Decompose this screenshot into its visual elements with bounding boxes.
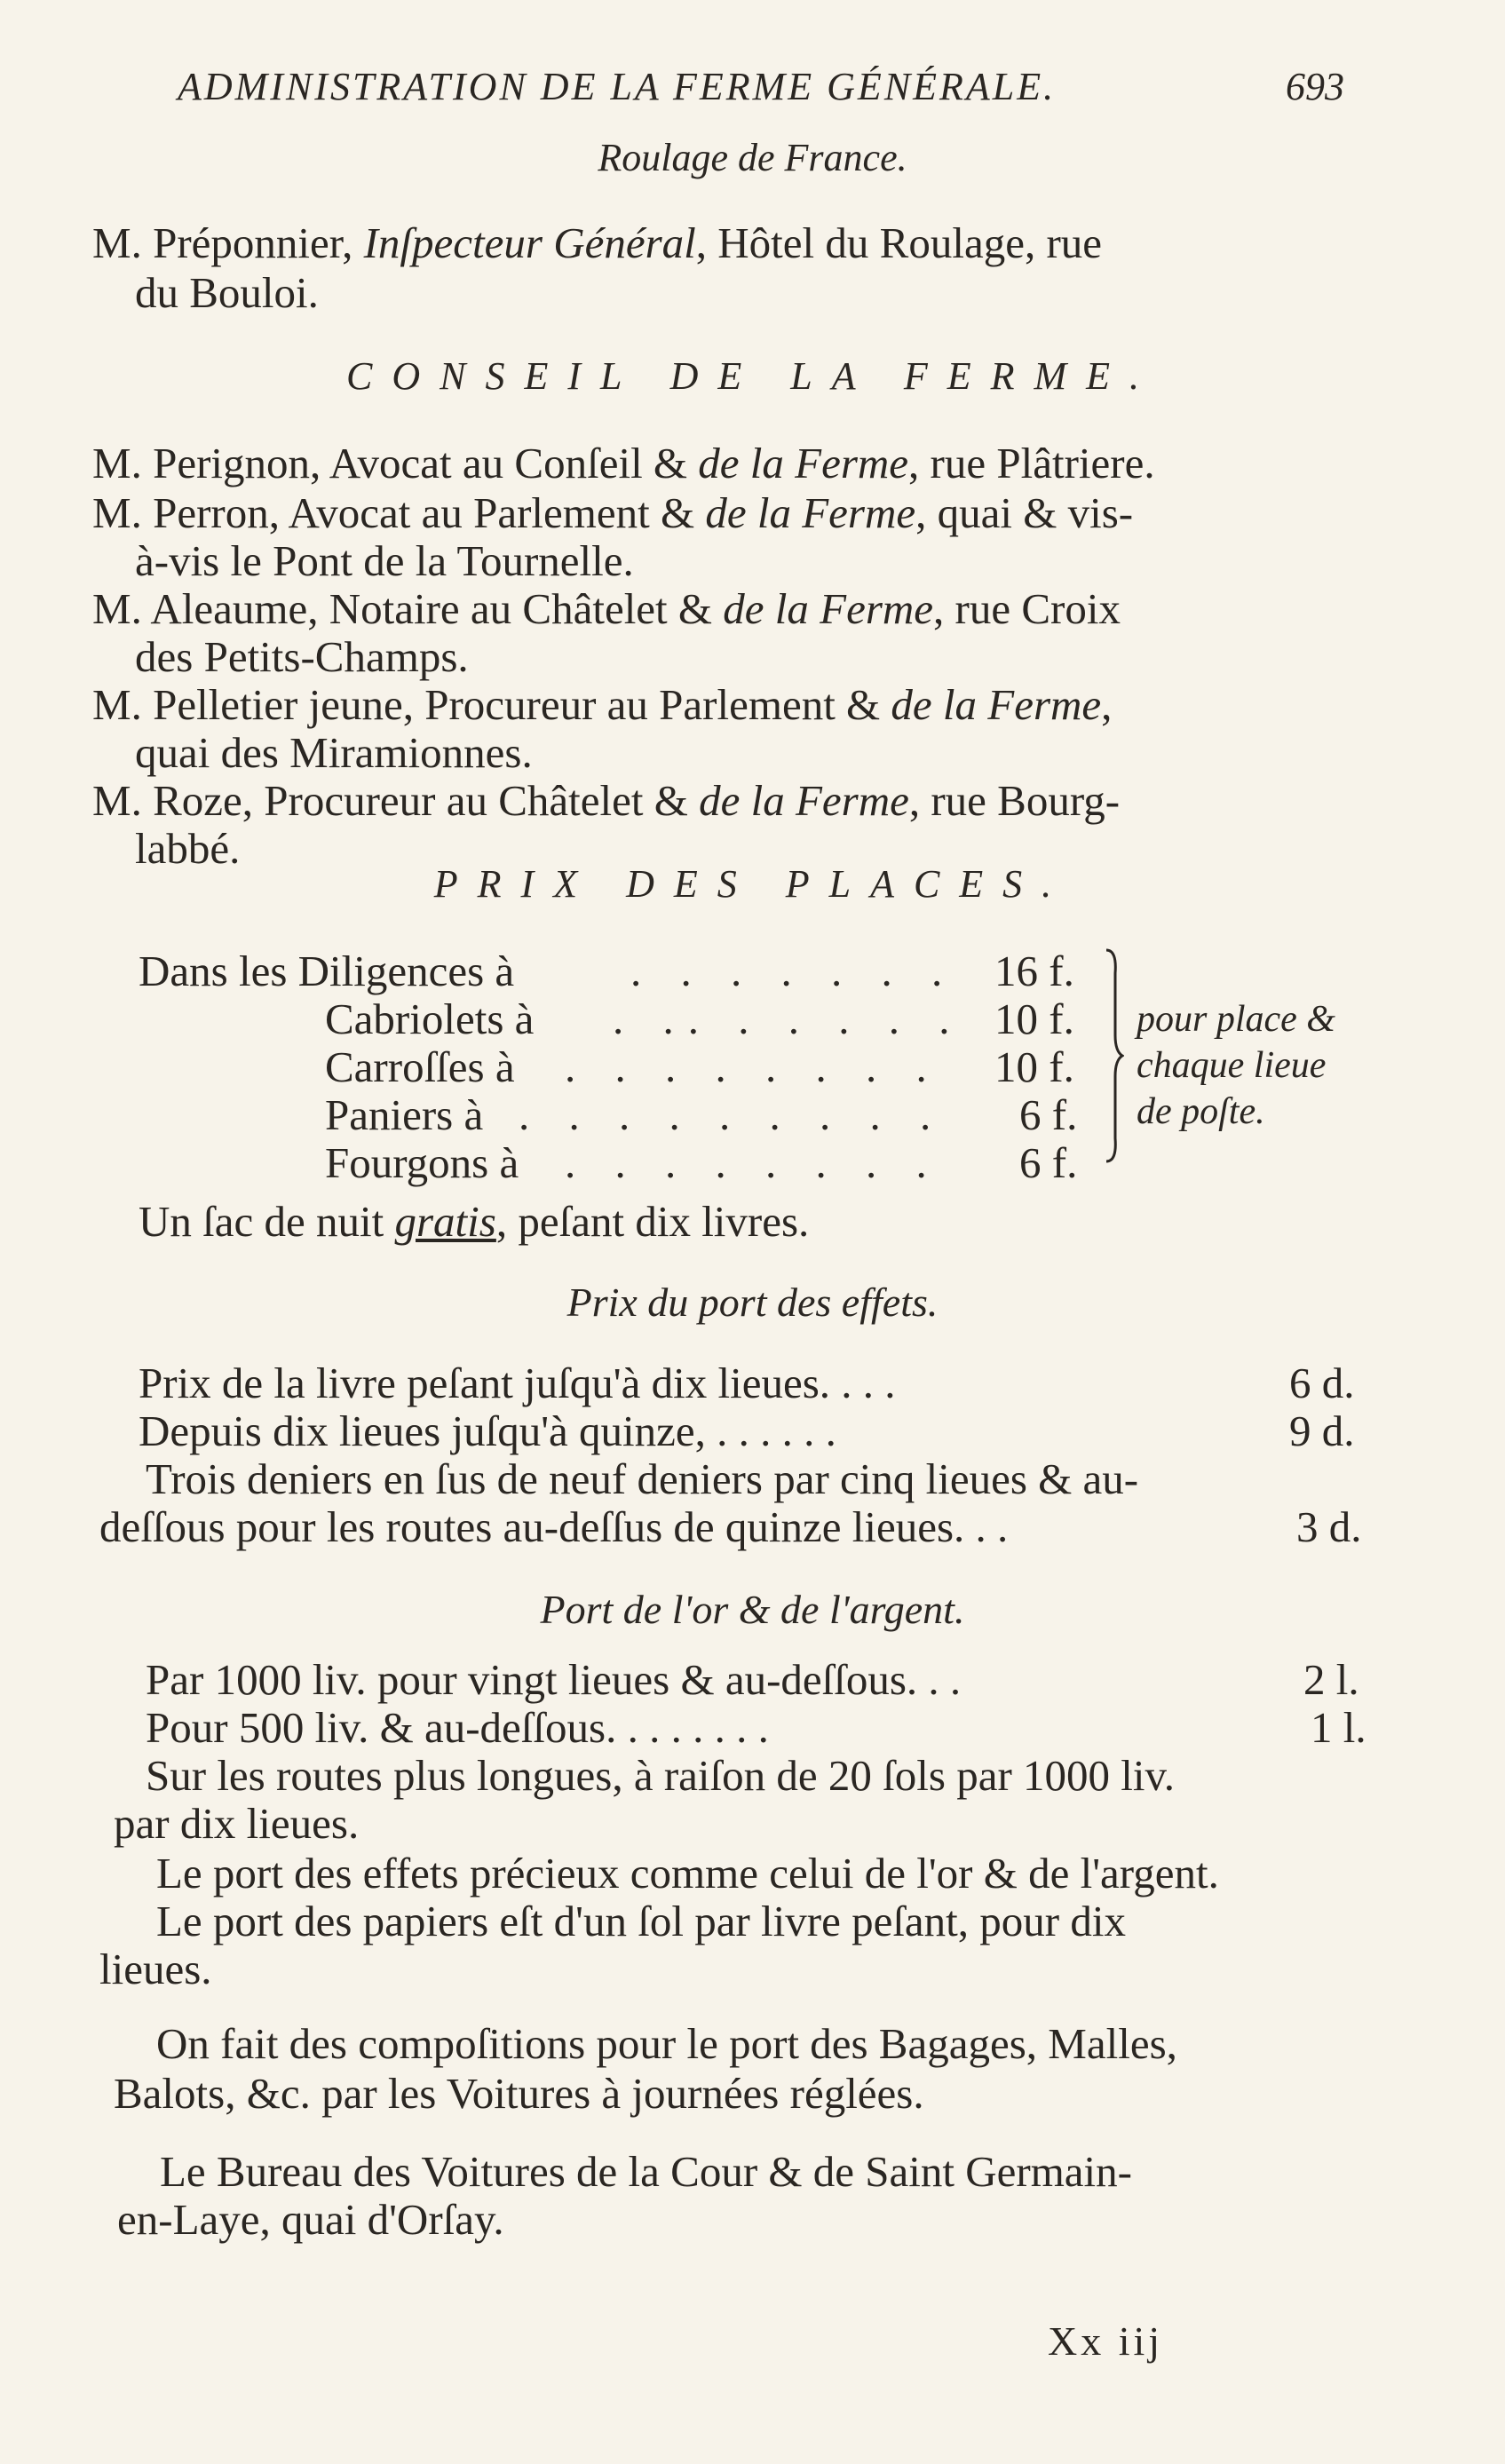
- conseil-entry: [92, 774, 1120, 828]
- inspector-entry-line1: [92, 217, 1102, 270]
- conseil-entry-cont: des Petits-Champs.: [135, 632, 469, 681]
- conseil-entry: [92, 582, 1121, 636]
- inspector-role: Inſpecteur Général: [363, 218, 696, 267]
- fare-row-label: Fourgons à: [325, 1138, 519, 1187]
- bureau-line: en-Laye, quai d'Orſay.: [117, 2195, 504, 2244]
- running-header: ADMINISTRATION DE LA FERME GÉNÉRALE.: [178, 65, 1057, 108]
- port-line: Prix de la livre peſant juſqu'à dix lieues. . . .: [139, 1359, 896, 1407]
- brace-note-line: pour place &: [1137, 999, 1335, 1040]
- port-price: 9 d.: [1289, 1406, 1355, 1455]
- inspector-name: M. Préponnier,: [92, 218, 364, 267]
- entry-italic: de la Ferme: [891, 680, 1102, 729]
- or-line: lieues.: [99, 1945, 212, 1993]
- fare-row-dots: . . . . . . . .: [565, 1042, 941, 1091]
- conseil-entry-cont: labbé.: [135, 824, 241, 873]
- fare-row-price: 10 f.: [994, 994, 1074, 1043]
- bureau-line: Le Bureau des Voitures de la Cour & de Saint Germain-: [160, 2147, 1132, 2196]
- port-line: Depuis dix lieues juſqu'à quinze, . . . . . .: [139, 1406, 836, 1455]
- fare-row-label: Paniers à: [325, 1090, 484, 1139]
- port-price: 6 d.: [1289, 1359, 1355, 1407]
- entry-text: , rue Croix: [933, 584, 1121, 633]
- entry-text: , rue Bourg-: [908, 776, 1121, 825]
- entry-italic: de la Ferme: [705, 488, 916, 537]
- port-price: 3 d.: [1296, 1502, 1362, 1551]
- or-line: par dix lieues.: [114, 1799, 360, 1848]
- brace-note-line: de poſte.: [1137, 1091, 1265, 1132]
- sac-de-nuit-line: [139, 1195, 809, 1248]
- fare-row-price: 10 f.: [994, 1042, 1074, 1091]
- or-price: 2 l.: [1303, 1655, 1359, 1704]
- prix-port-heading: Prix du port des effets.: [566, 1280, 939, 1325]
- or-line: Sur les routes plus longues, à raiſon de 20 ſols par 1000 liv.: [146, 1751, 1176, 1800]
- sac-text: Un ſac de nuit: [139, 1197, 395, 1246]
- fare-row-label: Cabriolets à: [325, 994, 535, 1043]
- section-subtitle: Roulage de France.: [598, 136, 907, 179]
- or-line: Le port des papiers eſt d'un ſol par livre peſant, pour dix: [156, 1897, 1126, 1945]
- entry-text: M. Pelletier jeune, Procureur au Parlement &: [92, 680, 891, 729]
- entry-italic: de la Ferme: [723, 584, 934, 633]
- or-line: Pour 500 liv. & au-deſſous. . . . . . . .: [146, 1703, 769, 1752]
- conseil-entry: [92, 487, 1133, 540]
- conseil-entry: [92, 678, 1112, 732]
- or-line: Le port des effets précieux comme celui de l'or & de l'argent.: [156, 1849, 1219, 1898]
- signature-mark: Xx iij: [1048, 2318, 1164, 2364]
- fare-row-dots: . .. . . . . .: [613, 994, 964, 1043]
- page-number: 693: [1286, 65, 1344, 108]
- conseil-entry: [92, 437, 1155, 490]
- entry-italic: de la Ferme: [699, 776, 909, 825]
- entry-text: , rue Plâtriere.: [908, 439, 1155, 487]
- inspector-address: , Hôtel du Roulage, rue: [695, 218, 1103, 267]
- fare-row-dots: . . . . . . . . .: [519, 1090, 946, 1139]
- or-price: 1 l.: [1311, 1703, 1366, 1752]
- compositions-line: On fait des compoſitions pour le port des Bagages, Malles,: [156, 2019, 1177, 2068]
- fare-row-dots: . . . . . . . .: [565, 1138, 941, 1187]
- brace-note-line: chaque lieue: [1137, 1045, 1327, 1086]
- prix-places-heading: PRIX DES PLACES.: [433, 862, 1072, 906]
- entry-text: M. Aleaume, Notaire au Châtelet &: [92, 584, 724, 633]
- fare-row-label: Dans les Diligences à: [139, 947, 515, 995]
- entry-italic: de la Ferme: [698, 439, 909, 487]
- or-line: Par 1000 liv. pour vingt lieues & au-deſſous. . .: [146, 1655, 962, 1704]
- inspector-entry-line2: du Bouloi.: [135, 268, 319, 317]
- fare-row-price: 6 f.: [1019, 1138, 1078, 1187]
- fare-row-price: 6 f.: [1019, 1090, 1078, 1139]
- conseil-entry-cont: à-vis le Pont de la Tournelle.: [135, 536, 634, 585]
- fare-row-price: 16 f.: [994, 947, 1074, 995]
- entry-text: M. Perron, Avocat au Parlement &: [92, 488, 706, 537]
- port-or-heading: Port de l'or & de l'argent.: [540, 1587, 965, 1632]
- port-line: deſſous pour les routes au-deſſus de quinze lieues. . .: [99, 1502, 1009, 1551]
- conseil-entry-cont: quai des Miramionnes.: [135, 728, 533, 777]
- port-line: Trois deniers en ſus de neuf deniers par cinq lieues & au-: [146, 1454, 1139, 1503]
- curly-brace-icon: [1103, 947, 1124, 1165]
- entry-text: M. Roze, Procureur au Châtelet &: [92, 776, 700, 825]
- fare-row-label: Carroſſes à: [325, 1042, 515, 1091]
- entry-text: , quai & vis-: [915, 488, 1134, 537]
- sac-text: , peſant dix livres.: [495, 1197, 810, 1246]
- conseil-heading: CONSEIL DE LA FERME.: [345, 354, 1160, 398]
- compositions-line: Balots, &c. par les Voitures à journées réglées.: [114, 2069, 924, 2118]
- sac-gratis: gratis: [394, 1197, 496, 1246]
- fare-row-dots: . . . . . . .: [630, 947, 957, 995]
- entry-text: M. Perignon, Avocat au Conſeil &: [92, 439, 699, 487]
- entry-text: ,: [1101, 680, 1113, 729]
